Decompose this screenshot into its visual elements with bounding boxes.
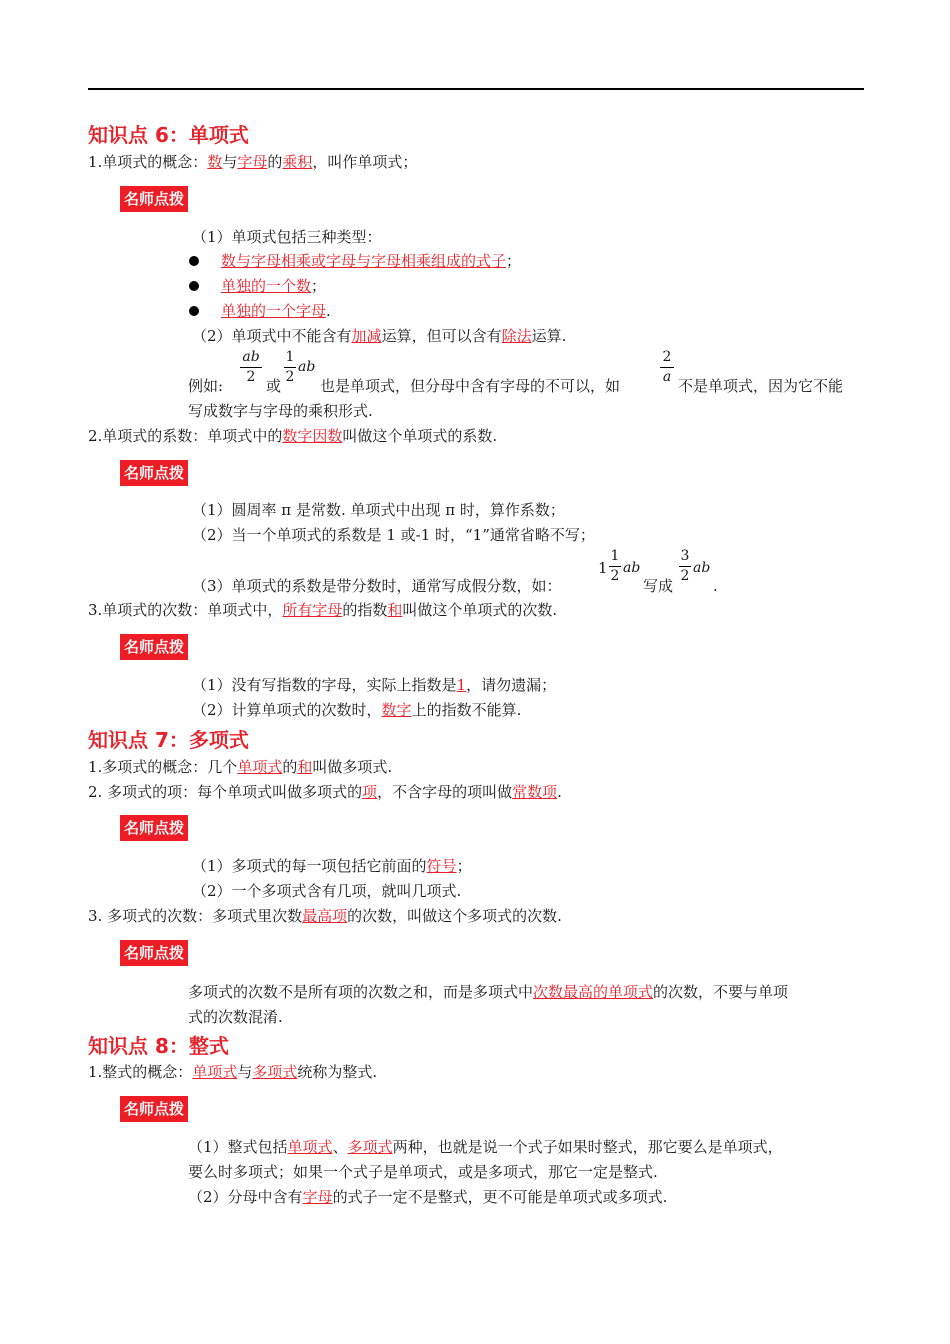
tip-badge: 名师点拨 [120, 940, 188, 966]
bullet-icon [189, 306, 199, 316]
k6-coefficient: 2.单项式的系数：单项式中的数字因数叫做这个单项式的系数. [88, 427, 498, 445]
k6-coef-note-3-mid: 写成 [643, 577, 674, 595]
k6-bullet-3: 单独的一个字母. [221, 302, 331, 320]
top-rule [88, 88, 864, 90]
k6-example-var: ab [298, 359, 316, 375]
tip-badge: 名师点拨 [120, 634, 188, 660]
k6-bullet-2: 单独的一个数； [221, 277, 327, 295]
k6-degree: 3.单项式的次数：单项式中，所有字母的指数和叫做这个单项式的次数. [88, 601, 558, 619]
bullet-icon [189, 256, 199, 266]
improper-fraction: 3 2 [680, 548, 690, 584]
tip-badge: 名师点拨 [120, 460, 188, 486]
k7-note-2: （2）一个多项式含有几项，就叫几项式. [192, 882, 462, 900]
k6-example-tail: 不是单项式，因为它不能 [678, 377, 844, 395]
section-title-k7: 知识点 7：多项式 [88, 728, 249, 752]
fraction-2-over-a: 2 a [660, 349, 674, 386]
tip-badge: 名师点拨 [120, 1096, 188, 1122]
mixed-number-var: ab [623, 560, 641, 576]
k8-note-1: （1）整式包括单项式、多项式两种，也就是说一个式子如果时整式，那它要么是单项式， [188, 1138, 783, 1156]
k7-degree: 3. 多项式的次数：多项式里次数最高项的次数，叫做这个多项式的次数. [88, 907, 562, 925]
k6-types-intro: （1）单项式包括三种类型： [192, 228, 382, 246]
section-title-k6: 知识点 6：单项式 [88, 123, 249, 147]
k8-definition: 1.整式的概念：单项式与多项式统称为整式. [88, 1063, 378, 1081]
fraction-ab-over-2: ab 2 [240, 349, 262, 386]
tip-badge: 名师点拨 [120, 815, 188, 841]
section-title-k8: 知识点 8：整式 [88, 1034, 229, 1058]
k7-degree-note-line2: 式的次数混淆. [188, 1008, 283, 1026]
k7-definition: 1.多项式的概念：几个单项式的和叫做多项式. [88, 758, 393, 776]
k6-note-2: （2）单项式中不能含有加减运算，但可以含有除法运算. [192, 327, 567, 345]
k6-coef-note-1: （1）圆周率 π 是常数. 单项式中出现 π 时，算作系数； [192, 501, 565, 519]
k7-term: 2. 多项式的项：每个单项式叫做多项式的项，不含字母的项叫做常数项. [88, 783, 562, 801]
k6-example-mid: 也是单项式，但分母中含有字母的不可以，如 [320, 377, 621, 395]
k6-degree-note-1: （1）没有写指数的字母，实际上指数是1，请勿遗漏； [192, 676, 557, 694]
mixed-number-fraction: 1 2 [610, 548, 620, 584]
k6-example-line2: 写成数字与字母的乘积形式. [188, 402, 373, 420]
bullet-icon [189, 281, 199, 291]
k6-coef-note-3: （3）单项式的系数是带分数时，通常写成假分数，如： [192, 577, 562, 595]
fraction-half: 1 2 [285, 349, 295, 385]
k7-degree-note: 多项式的次数不是所有项的次数之和，而是多项式中次数最高的单项式的次数，不要与单项 [188, 983, 789, 1001]
k8-note-2: （2）分母中含有字母的式子一定不是整式，更不可能是单项式或多项式. [188, 1188, 668, 1206]
k6-coef-note-3-end: . [713, 577, 718, 595]
k7-note-1: （1）多项式的每一项包括它前面的符号； [192, 857, 472, 875]
improper-fraction-var: ab [693, 560, 711, 576]
k6-degree-note-2: （2）计算单项式的次数时，数字上的指数不能算. [192, 701, 522, 719]
k6-definition: 1.单项式的概念：数与字母的乘积，叫作单项式； [88, 153, 418, 171]
k8-note-1-line2: 要么时多项式；如果一个式子是单项式，或是多项式，那它一定是整式. [188, 1163, 658, 1181]
k6-bullet-1: 数与字母相乘或字母与字母相乘组成的式子； [221, 252, 522, 270]
tip-badge: 名师点拨 [120, 186, 188, 212]
mixed-number-whole: 1 [598, 559, 608, 577]
k6-example-or: 或 [266, 377, 282, 395]
k6-example-lead: 例如: [188, 377, 224, 395]
k6-coef-note-2: （2）当一个单项式的系数是 1 或-1 时，“1”通常省略不写； [192, 526, 595, 544]
